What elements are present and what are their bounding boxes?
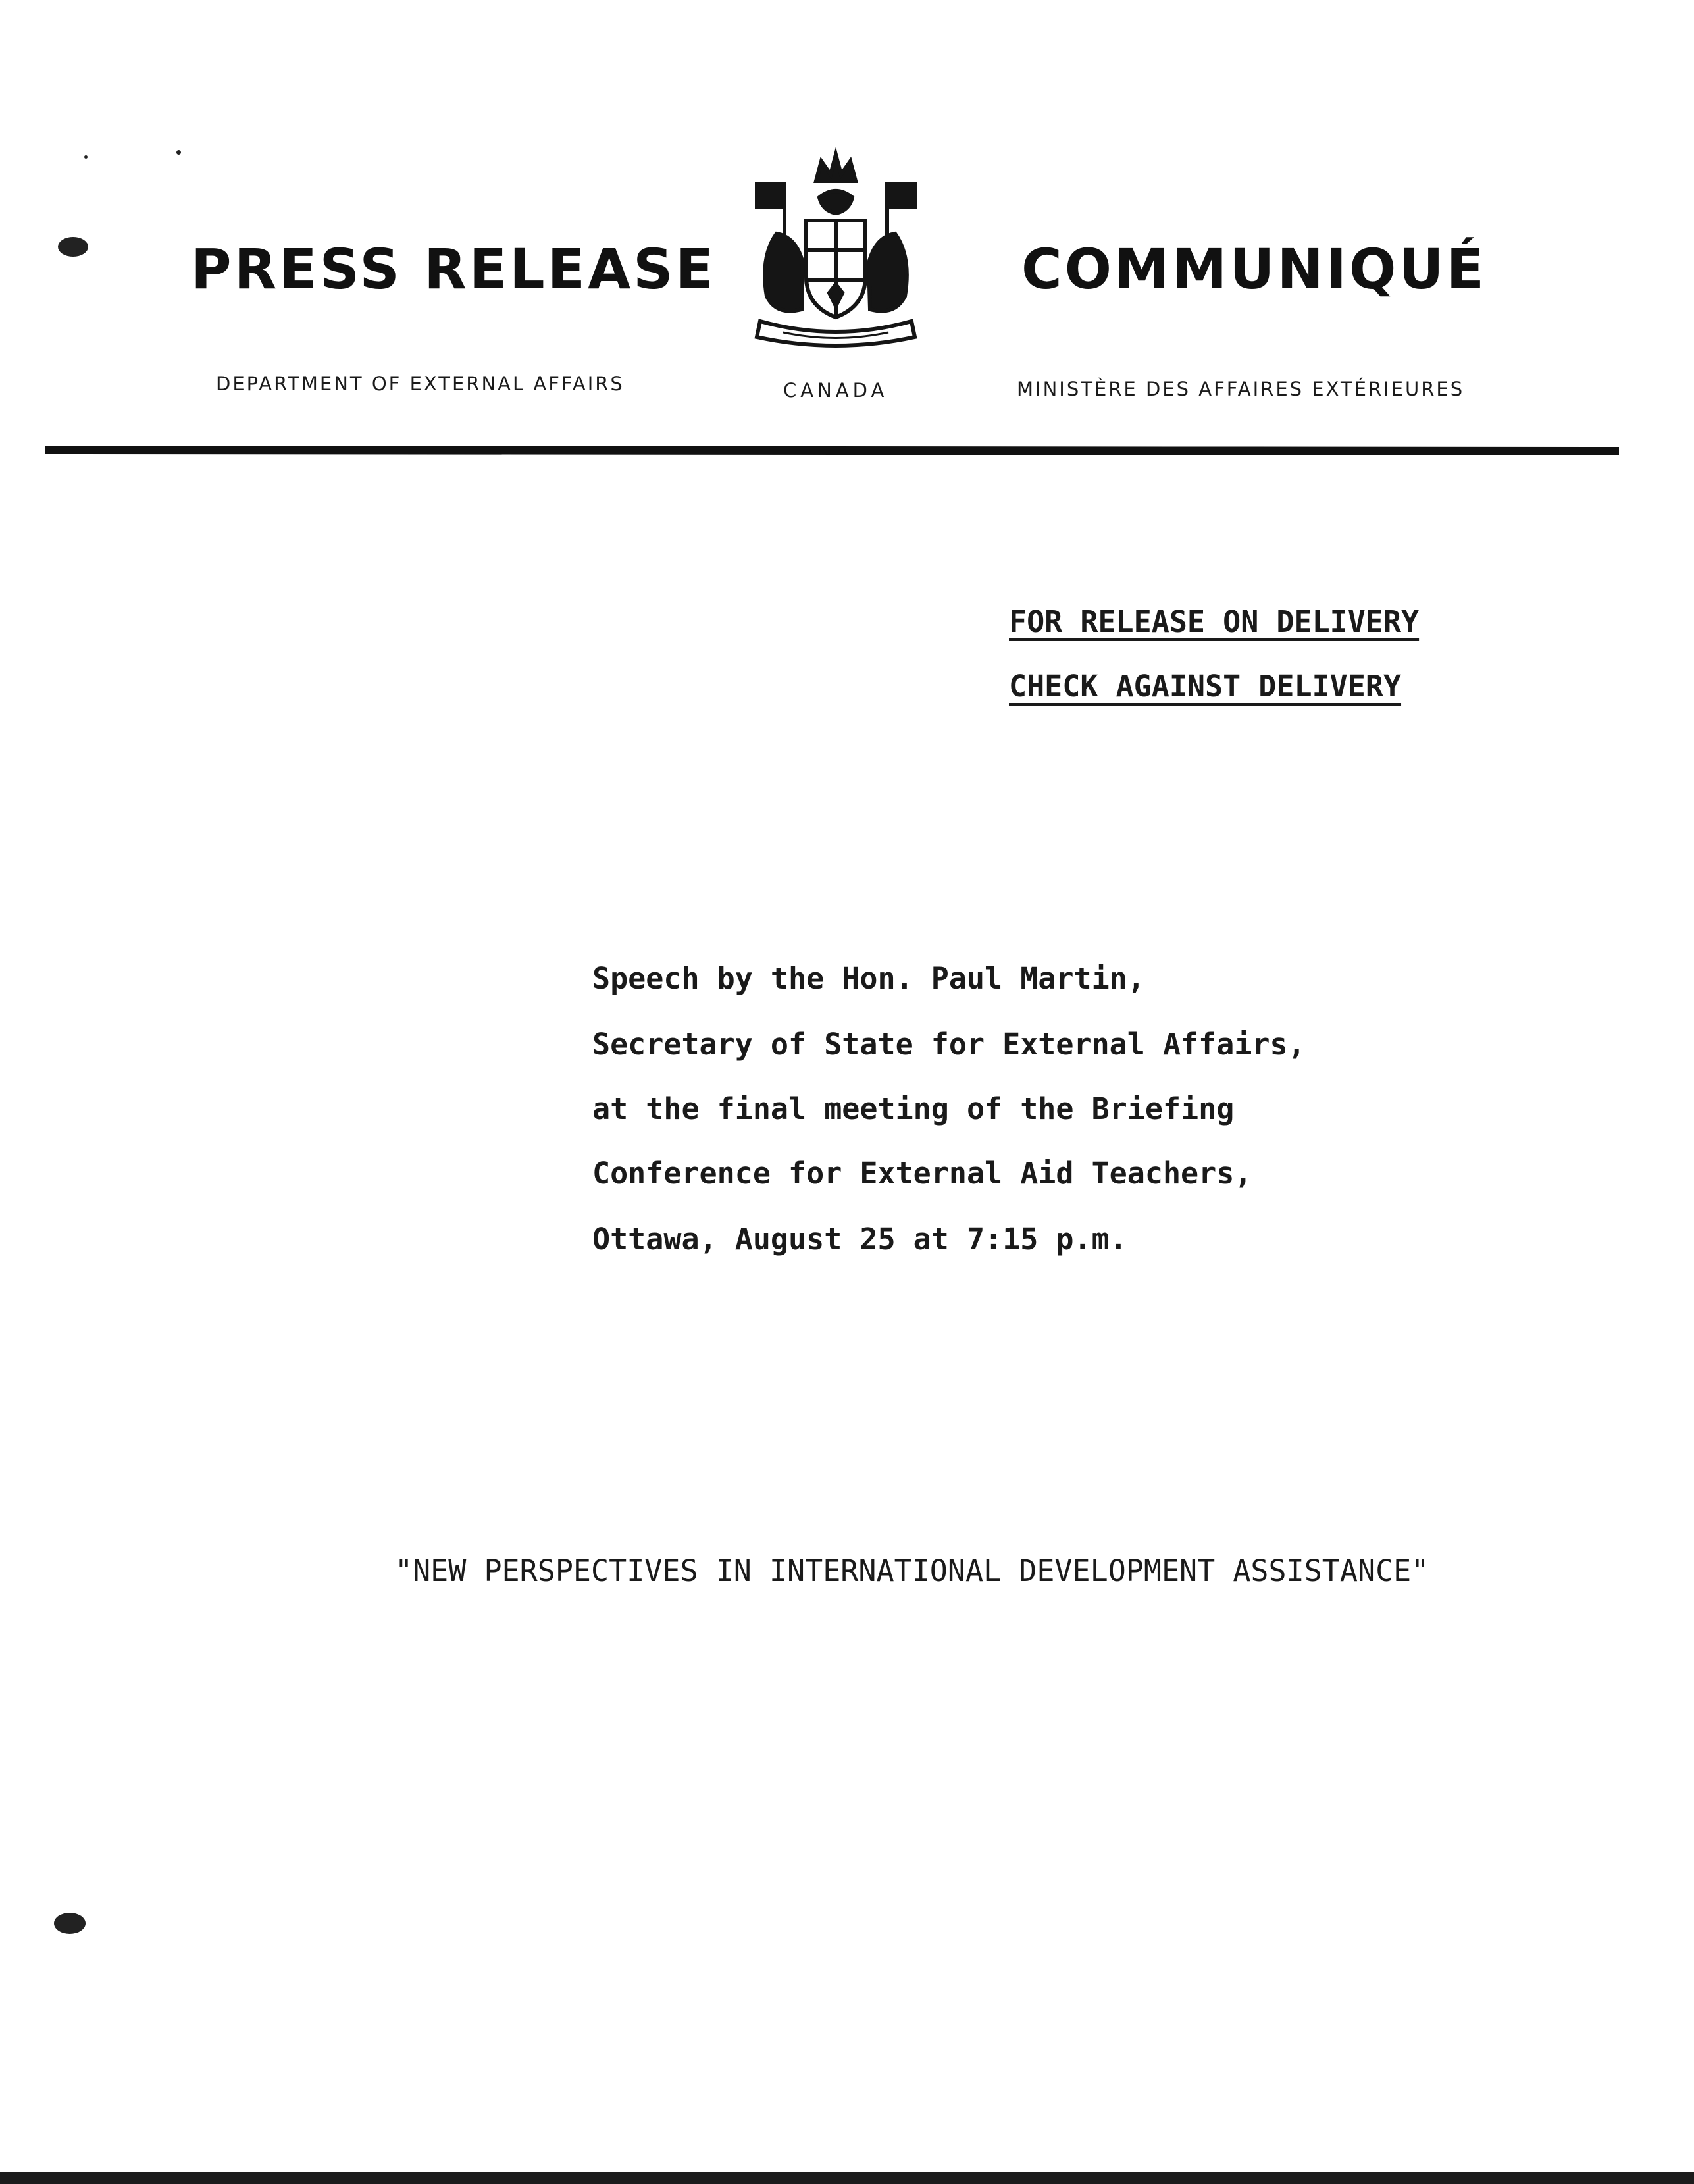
- department-name-english: DEPARTMENT OF EXTERNAL AFFAIRS: [216, 373, 625, 395]
- canada-coat-of-arms-icon: [737, 145, 935, 362]
- release-note-delivery: FOR RELEASE ON DELIVERY: [1009, 604, 1420, 639]
- release-note-check: CHECK AGAINST DELIVERY: [1009, 669, 1402, 704]
- crest-caption: CANADA: [783, 379, 888, 402]
- scan-bottom-edge: [0, 2172, 1694, 2184]
- speech-title: "NEW PERSPECTIVES IN INTERNATIONAL DEVELOPMENT ASSISTANCE": [395, 1553, 1429, 1588]
- press-release-heading: PRESS RELEASE: [191, 237, 716, 301]
- punch-hole-mark-bottom: [54, 1913, 86, 1934]
- scan-speck: [176, 150, 181, 155]
- speech-info-line: Ottawa, August 25 at 7:15 p.m.: [592, 1222, 1127, 1257]
- punch-hole-mark-top: [58, 237, 88, 257]
- department-name-french: MINISTÈRE DES AFFAIRES EXTÉRIEURES: [1017, 378, 1465, 400]
- communique-heading: COMMUNIQUÉ: [1021, 237, 1487, 301]
- speech-info-line: at the final meeting of the Briefing: [592, 1091, 1235, 1126]
- speech-info-line: Conference for External Aid Teachers,: [592, 1156, 1252, 1191]
- speech-info-line: Secretary of State for External Affairs,: [592, 1027, 1306, 1062]
- header-divider: [45, 446, 1619, 455]
- speech-info-line: Speech by the Hon. Paul Martin,: [592, 961, 1145, 996]
- scan-speck: [84, 155, 88, 159]
